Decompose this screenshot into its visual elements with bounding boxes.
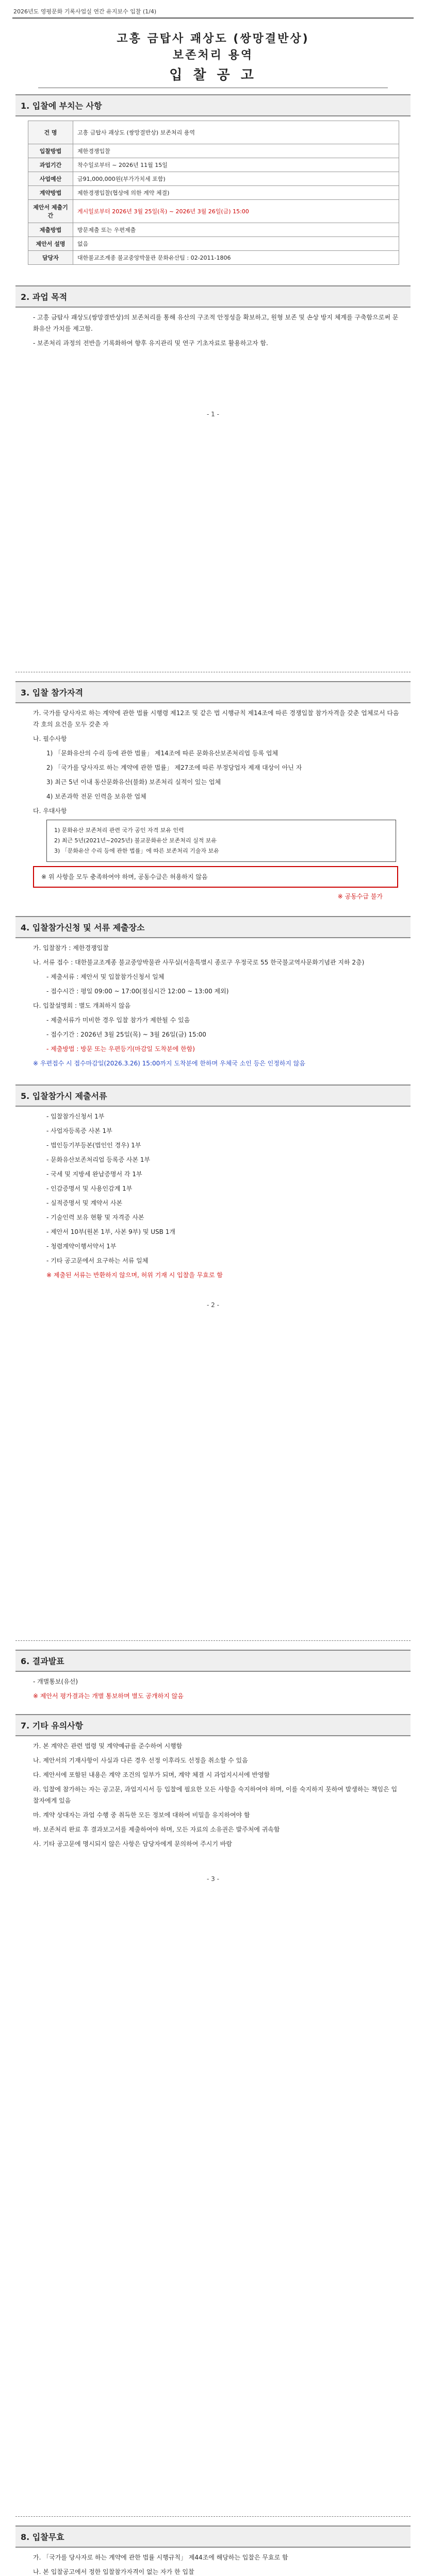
notice-title-main: 입 찰 공 고 bbox=[169, 67, 257, 83]
page-4 bbox=[12, 2519, 414, 2576]
table-row: 건 명 고흥 금탑사 괘상도 (쌍망결반상) 보존처리 용역 bbox=[28, 121, 399, 144]
section-heading-8: 8. 입찰무효 bbox=[15, 2526, 411, 2548]
qualification-warning-box: ※ 위 사항을 모두 충족하여야 하며, 공동수급은 허용하지 않음 bbox=[33, 866, 398, 888]
required-docs-list: - 입찰참가신청서 1부 - 사업자등록증 사본 1부 - 법인등기부등본(법인인 경우) 1부 - 문화유산보존처리업 등록증 사본 1부 - 국세 및 지방세 완납증명서 각 1부 - 인감증명서 및 사용인감계 1부 - 실적증명서 및 계약서 사본 - 기술인력 보유 현황 및 자격증 사본 - 제안서 10부(원본 1부, 사본 9부) 및 USB 1개 - 청렴계약이행서약서 1부 - 기타 공고문에서 요구하는 서류 일체 ※ 제출된 서류는 반환하지 않으며, 허위 기재 시 입찰을 무효로 함 bbox=[46, 1113, 223, 1279]
page-2 bbox=[12, 675, 414, 1314]
notice-title-line2: 보존처리 용역 bbox=[172, 49, 254, 62]
section-heading-7: 7. 기타 유의사항 bbox=[15, 1714, 411, 1736]
bid-info-table bbox=[28, 121, 399, 265]
preference-box: 1) 문화유산 보존처리 관련 국가 공인 자격 보유 인력 2) 최근 5년(2021년~2025년) 불교문화유산 보존처리 실적 보유 3) 「문화유산 수리 등에 관한 법률」에 따른 보존처리 기술자 보유 bbox=[46, 820, 396, 862]
table-row: 입찰방법 제한경쟁입찰 bbox=[28, 144, 399, 158]
page-number: - 1 - bbox=[207, 411, 219, 418]
table-row: 제출방법 방문제출 또는 우편제출 bbox=[28, 223, 399, 237]
document-header-label: 2026년도 영평문화 기록사업실 연간 유지보수 입찰 (1/4) bbox=[13, 8, 157, 15]
table-row: 제안서 제출기간 게시일로부터 2026년 3월 25일(목) ~ 2026년 3월 26일(금) 15:00 bbox=[28, 200, 399, 223]
section-heading-3: 3. 입찰 참가자격 bbox=[15, 681, 411, 703]
section-heading-5: 5. 입찰참가시 제출서류 bbox=[15, 1084, 411, 1107]
notes-text: 가. 본 계약은 관련 법령 및 계약예규를 준수하여 시행함 나. 제안서의 기재사항이 사실과 다른 경우 선정 이후라도 선정을 취소할 수 있음 다. 제안서에 포함된 내용은 계약 조건의 일부가 되며, 계약 체결 시 과업지시서에 반영함 라. 입찰에 참가하는 자는 공고문, 과업지시서 등 입찰에 필요한 모든 사항을 숙지하여야 하며, 이를 숙지하지 못하여 발생하는 책임은 입찰자에게 있음 마. 계약 상대자는 과업 수행 중 취득한 모든 정보에 대하여 비밀을 유지하여야 함 바. 보존처리 완료 후 결과보고서를 제출하여야 하며, 모든 자료의 소유권은 발주처에 귀속함 사. 기타 공고문에 명시되지 않은 사항은 담당자에게 문의하여 주시기 바람 bbox=[33, 1742, 398, 1848]
page-number: - 3 - bbox=[207, 1875, 219, 1883]
page-number: - 2 - bbox=[207, 1301, 219, 1309]
page-3 bbox=[12, 1643, 414, 1888]
section-heading-6: 6. 결과발표 bbox=[15, 1650, 411, 1672]
page-divider bbox=[15, 1640, 411, 1641]
page-divider bbox=[15, 2516, 411, 2517]
qualification-text: 가. 국가를 당사자로 하는 계약에 관한 법률 시행령 제12조 및 같은 법 시행규칙 제14조에 따른 경쟁입찰 참가자격을 갖춘 업체로서 다음 각 호의 요건을 모두 갖춘 자 나. 필수사항 1) 「문화유산의 수리 등에 관한 법률」 제14조에 따른 문화유산보존처리업 등록 업체 2) 「국가를 당사자로 하는 계약에 관한 법률」 제27조에 따른 부정당업자 제재 대상이 아닌 자 3) 최근 5년 이내 동산문화유산(불화) 보존처리 실적이 있는 업체 4) 보존과학 전문 인력을 보유한 업체 다. 우대사항 bbox=[33, 709, 399, 815]
section-heading-1: 1. 입찰에 부치는 사항 bbox=[15, 94, 411, 116]
table-row: 계약방법 제한경쟁입찰(협상에 의한 계약 체결) bbox=[28, 186, 399, 200]
table-row: 과업기간 착수일로부터 ~ 2026년 11월 15일 bbox=[28, 158, 399, 172]
table-row: 제안서 설명 없음 bbox=[28, 237, 399, 251]
joint-bid-note: ※ 공동수급 불가 bbox=[337, 893, 383, 900]
header-rule bbox=[12, 18, 414, 19]
table-row: 담당자 대한불교조계종 불교중앙박물관 문화유산팀 : 02-2011-1806 bbox=[28, 251, 399, 265]
application-text: 가. 입찰참가 : 제한경쟁입찰 나. 서류 접수 : 대한불교조계종 불교중앙박물관 사무실(서울특별시 종로구 우정국로 55 한국불교역사문화기념관 지하 2층) - 제출서류 : 제안서 및 입찰참가신청서 일체 - 접수시간 : 평일 09:00 ~ 17:00(점심시간 12:00 ~ 13:00 제외) 다. 입찰설명회 : 별도 개최하지 않음 - 제출서류가 미비한 경우 입찰 참가가 제한될 수 있음 - 접수기간 : 2026년 3월 25일(목) ~ 3월 26일(금) 15:00 - 제출방법 : 방문 또는 우편등기(마감일 도착분에 한함) ※ 우편접수 시 접수마감일(2026.3.26) 15:00까지 도착분에 한하며 우체국 소인 등은 인정하지 않음 bbox=[33, 944, 365, 1067]
section-heading-4: 4. 입찰참가신청 및 서류 제출장소 bbox=[15, 916, 411, 938]
table-row: 사업예산 금91,000,000원(부가가치세 포함) bbox=[28, 172, 399, 186]
invalid-text: 가. 「국가를 당사자로 하는 계약에 관한 법률 시행규칙」 제44조에 해당하는 입찰은 무효로 함 나. 본 입찰공고에서 정한 입찰참가자격이 없는 자가 한 입찰 bbox=[33, 2554, 288, 2575]
purpose-text: - 고흥 금탑사 괘상도(쌍망결반상)의 보존처리를 통해 유산의 구조적 안정성을 확보하고, 원형 보존 및 손상 방지 체계를 구축함으로써 문화유산 가치를 제고함. - 보존처리 과정의 전반을 기록화하여 향후 유지관리 및 연구 기초자료로 활용하고자 함. bbox=[33, 314, 399, 347]
section-heading-2: 2. 과업 목적 bbox=[15, 285, 411, 308]
result-text: - 개별통보(유선) ※ 제안서 평가결과는 개별 통보하며 별도 공개하지 않음 bbox=[33, 1678, 184, 1700]
page-1 bbox=[12, 31, 414, 423]
notice-title-line1: 고흥 금탑사 괘상도 (쌍망결반상) bbox=[117, 32, 309, 45]
